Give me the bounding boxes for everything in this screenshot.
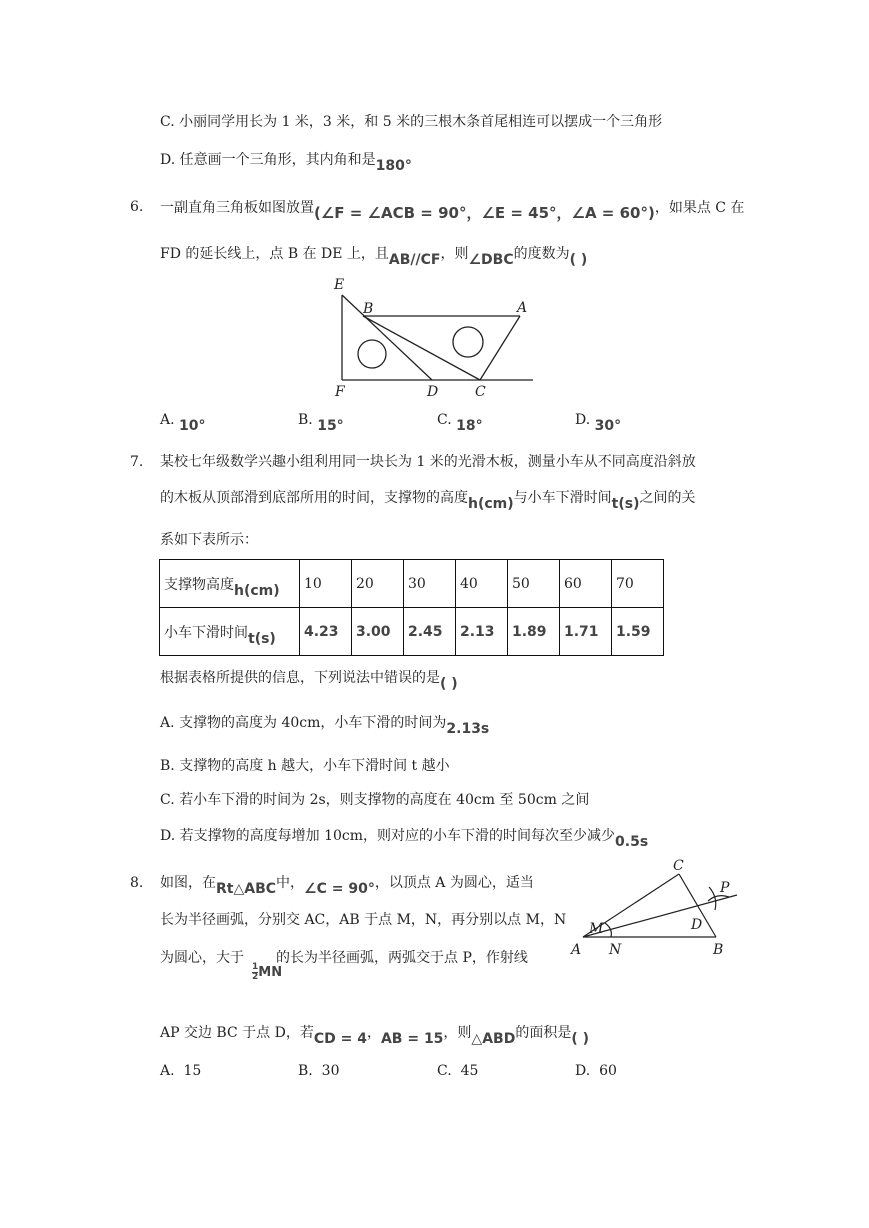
q6-line-ac — [480, 316, 520, 380]
q8-triangle-figure — [565, 855, 745, 965]
table-cell: 1.89 — [508, 608, 560, 656]
table-cell: 50 — [508, 560, 560, 608]
q8-line-4: AP 交边 BC 于点 D，若CD = 4，AB = 15，则△ABD的面积是( ) — [160, 1025, 589, 1047]
table-cell: 70 — [612, 560, 664, 608]
q8-ray-ap — [583, 895, 737, 937]
q6-answer-paren: ( ) — [569, 252, 588, 268]
q8-option-c: C. 45 — [437, 1063, 479, 1079]
table-cell: 1.59 — [612, 608, 664, 656]
table-header-time: 小车下滑时间t(s) — [160, 608, 300, 656]
q6-label-a: A — [517, 300, 528, 316]
q8-label-b: B — [713, 942, 724, 958]
q6-label-d: D — [427, 384, 439, 400]
q8-half-mn-fraction: $\frac{1}{2}$ MN — [252, 962, 283, 982]
q5-option-d-text: D. 任意画一个三角形，其内角和是 — [160, 152, 376, 168]
table-row — [160, 560, 664, 608]
q6-line-2-b: ，则 — [440, 246, 469, 262]
q7-option-d: D. 若支撑物的高度每增加 10cm，则对应的小车下滑的时间每次至少减少0.5s — [160, 828, 649, 850]
q5-option-d-math: 180° — [375, 158, 412, 174]
q8-label-p: P — [720, 880, 730, 896]
q6-option-c: C. 18° — [437, 412, 483, 434]
q6-option-d: D. 30° — [575, 412, 622, 434]
q7-line-1: 某校七年级数学兴趣小组利用同一块长为 1 米的光滑木板，测量小车从不同高度沿斜放 — [160, 454, 696, 470]
q7-option-a: A. 支撑物的高度为 40cm，小车下滑的时间为2.13s — [160, 715, 490, 737]
q8-option-d: D. 60 — [575, 1063, 617, 1079]
q8-option-b: B. 30 — [298, 1063, 340, 1079]
q7-line-2: 的木板从顶部滑到底部所用的时间，支撑物的高度h(cm)与小车下滑时间t(s)之间的关 — [160, 490, 696, 512]
q7-option-b: B. 支撑物的高度 h 越大，小车下滑时间 t 越小 — [160, 758, 450, 774]
q8-label-c: C — [673, 858, 684, 874]
q8-label-a: A — [571, 942, 582, 958]
q8-label-d: D — [691, 917, 703, 933]
q8-number: 8. — [130, 875, 144, 891]
table-cell: 40 — [456, 560, 508, 608]
table-cell: 2.13 — [456, 608, 508, 656]
q7-answer-paren: ( ) — [440, 676, 458, 692]
q6-label-c: C — [475, 384, 486, 400]
q6-line-2-a: FD 的延长线上，点 B 在 DE 上，且 — [160, 246, 389, 262]
q7-height-unit: h(cm) — [468, 496, 514, 512]
table-cell: 30 — [404, 560, 456, 608]
q6-number: 6. — [130, 199, 144, 215]
q8-answer-paren: ( ) — [571, 1031, 589, 1047]
table-cell: 20 — [352, 560, 404, 608]
table-cell: 3.00 — [352, 608, 404, 656]
table-cell: 4.23 — [300, 608, 352, 656]
q7-number: 7. — [130, 454, 144, 470]
q8-label-m: M — [589, 921, 604, 937]
q7-line-3: 系如下表所示： — [160, 532, 258, 548]
q6-circle-left — [358, 340, 386, 368]
q6-circle-right — [453, 327, 483, 357]
q6-line-2 — [160, 244, 588, 268]
q6-angle-math: ∠DBC — [468, 252, 514, 268]
q7-option-c: C. 若小车下滑的时间为 2s，则支撑物的高度在 40cm 至 50cm 之间 — [160, 792, 590, 808]
q7-question: 根据表格所提供的信息，下列说法中错误的是( ) — [160, 670, 458, 692]
table-header-height: 支撑物高度h(cm) — [160, 560, 300, 608]
q8-option-a: A. 15 — [160, 1063, 202, 1079]
table-cell: 60 — [560, 560, 612, 608]
q6-parallel-math: AB//CF — [388, 252, 441, 268]
table-cell: 10 — [300, 560, 352, 608]
q5-option-d — [160, 150, 412, 174]
table-cell: 1.71 — [560, 608, 612, 656]
table-cell: 2.45 — [404, 608, 456, 656]
q6-condition-math: (∠F = ∠ACB = 90°，∠E = 45°，∠A = 60°) — [314, 204, 655, 222]
q6-line-ed — [342, 295, 432, 380]
q8-line-1: 如图，在Rt△ABC中，∠C = 90°，以顶点 A 为圆心，适当 — [160, 875, 534, 897]
q8-line-2: 长为半径画弧，分别交 AC，AB 于点 M，N，再分别以点 M，N — [160, 912, 567, 928]
q6-label-f: F — [335, 384, 345, 400]
q6-option-b: B. 15° — [298, 412, 344, 434]
q8-label-n: N — [609, 942, 622, 958]
q6-label-b: B — [363, 301, 374, 317]
q6-line-1-text: 一副直角三角板如图放置 — [160, 200, 314, 216]
q8-line-3: 为圆心，大于 的长为半径画弧，两弧交于点 P，作射线 — [160, 950, 528, 966]
q6-label-e: E — [334, 277, 345, 293]
table-row — [160, 608, 664, 656]
q6-line-1-end: ，如果点 C 在 — [654, 200, 745, 216]
q6-line-1 — [160, 197, 745, 222]
q7-data-table — [159, 559, 664, 656]
q5-option-c: C. 小丽同学用长为 1 米，3 米，和 5 米的三根木条首尾相连可以摆成一个三角形 — [160, 114, 663, 130]
q7-time-unit: t(s) — [611, 496, 640, 512]
q6-line-2-c: 的度数为 — [513, 246, 570, 262]
q6-triangle-figure — [330, 275, 540, 400]
q6-option-a: A. 10° — [160, 412, 206, 434]
